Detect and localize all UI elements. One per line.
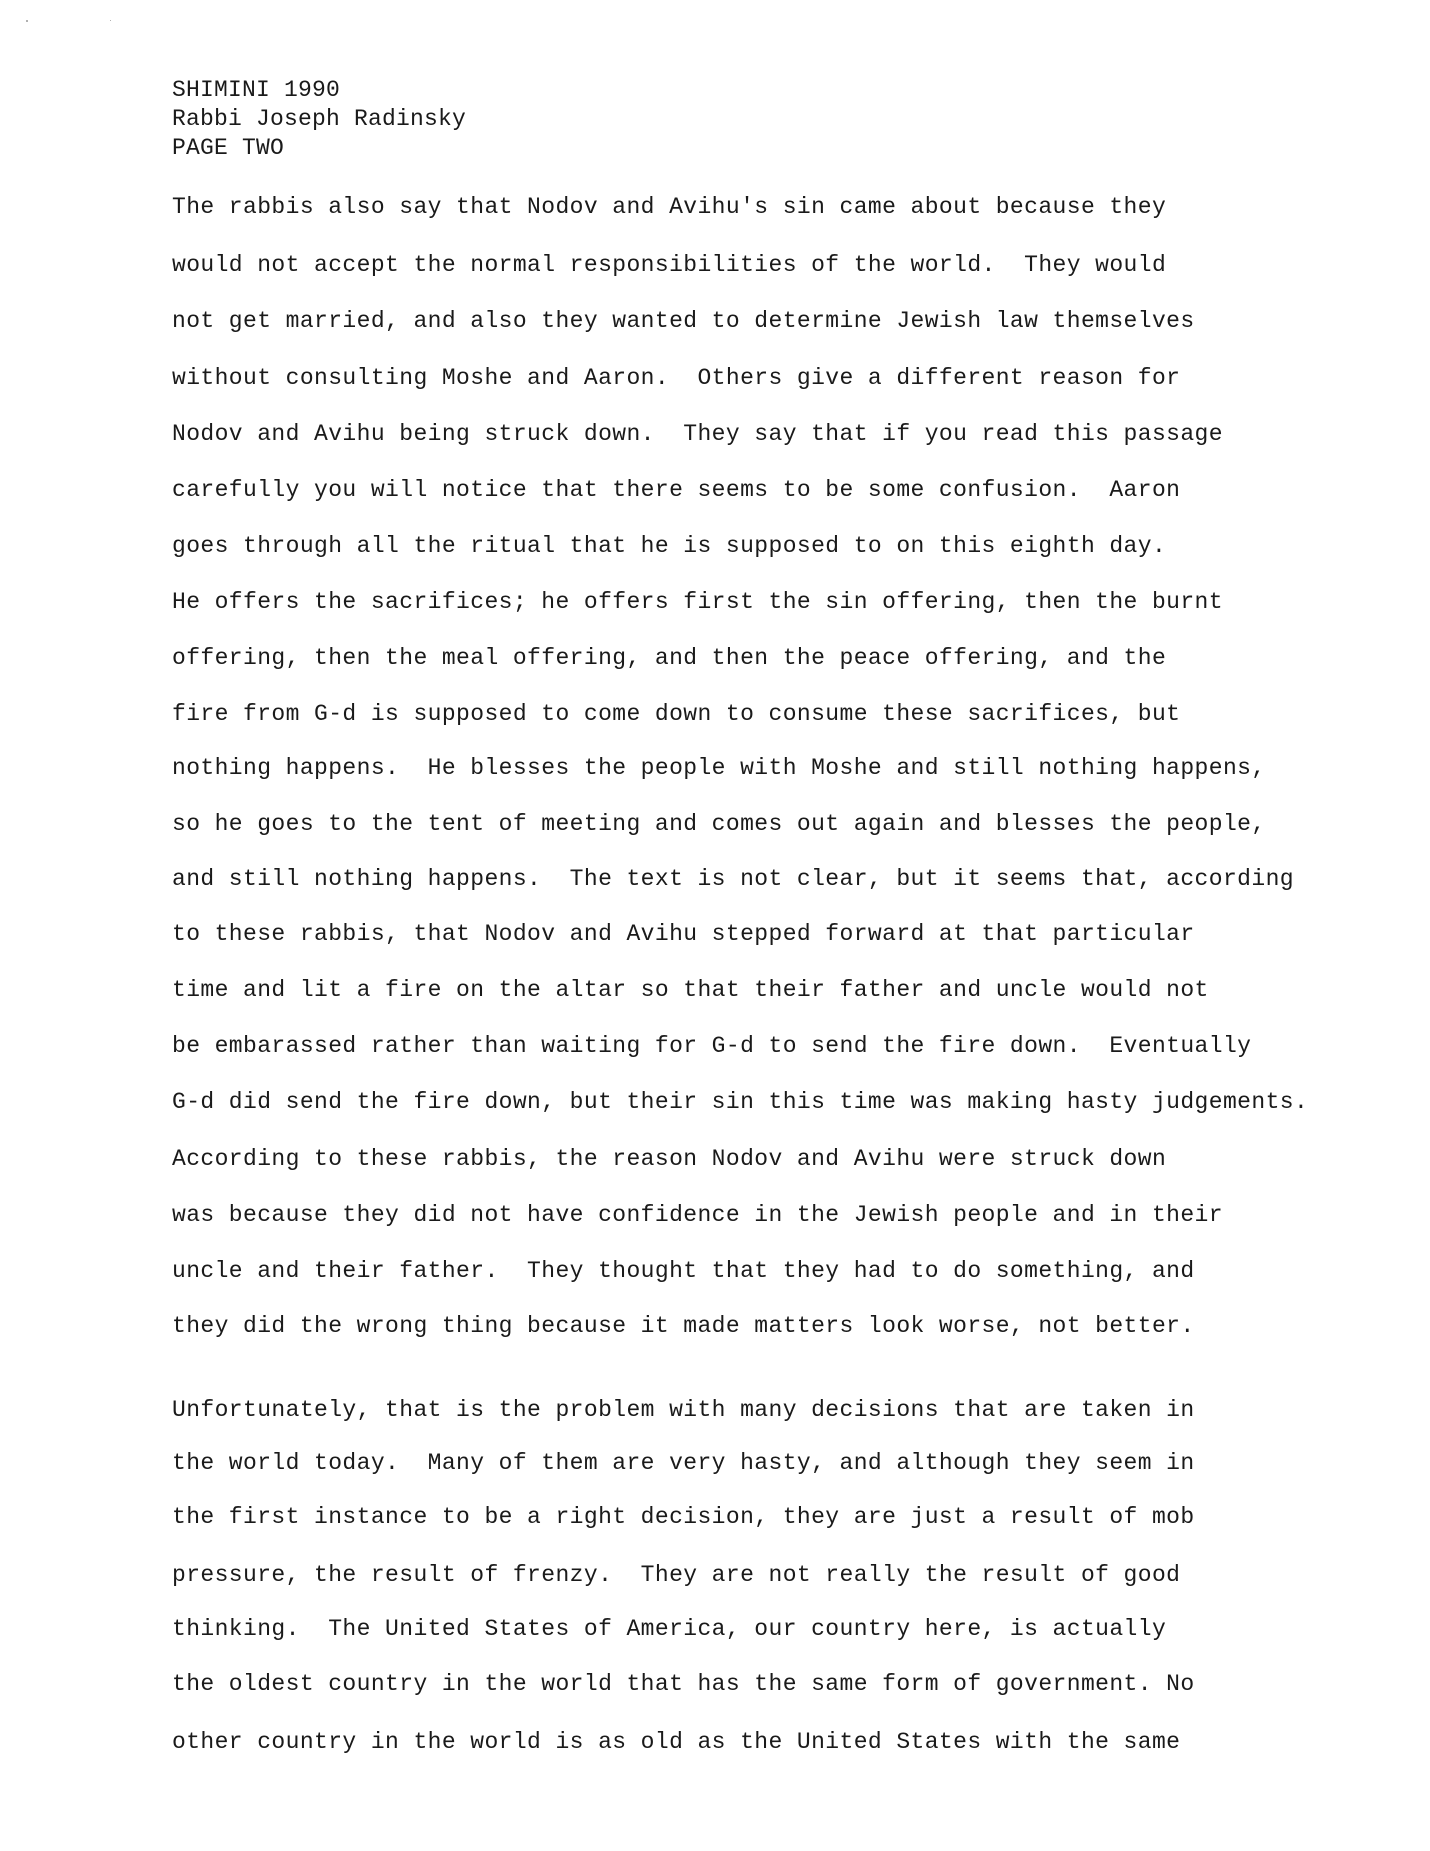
paragraph-1-line: fire from G-d is supposed to come down to consume these sacrifices, but	[172, 701, 1181, 727]
paragraph-1-line: would not accept the normal responsibilities of the world. They would	[172, 252, 1167, 278]
paragraph-1-line: offering, then the meal offering, and then the peace offering, and the	[172, 645, 1167, 671]
paragraph-2-line: the world today. Many of them are very hasty, and although they seem in	[172, 1450, 1195, 1476]
paragraph-1-line: goes through all the ritual that he is supposed to on this eighth day.	[172, 533, 1167, 559]
paragraph-1-line: Nodov and Avihu being struck down. They say that if you read this passage	[172, 421, 1223, 447]
paragraph-1-line: so he goes to the tent of meeting and comes out again and blesses the people,	[172, 811, 1266, 837]
paragraph-1-line: was because they did not have confidence in the Jewish people and in their	[172, 1202, 1223, 1228]
paragraph-2-line: thinking. The United States of America, our country here, is actually	[172, 1616, 1167, 1642]
scan-speck	[26, 20, 28, 22]
paragraph-1-line: According to these rabbis, the reason Nodov and Avihu were struck down	[172, 1146, 1167, 1172]
header-author: Rabbi Joseph Radinsky	[172, 106, 467, 132]
paragraph-1-line: The rabbis also say that Nodov and Avihu's sin came about because they	[172, 194, 1167, 220]
scan-speck	[110, 20, 111, 21]
paragraph-1-line: they did the wrong thing because it made matters look worse, not better.	[172, 1313, 1195, 1339]
paragraph-2-line: the oldest country in the world that has the same form of government. No	[172, 1671, 1195, 1697]
paragraph-1-line: carefully you will notice that there seems to be some confusion. Aaron	[172, 477, 1181, 503]
paragraph-2-line: pressure, the result of frenzy. They are not really the result of good	[172, 1562, 1181, 1588]
paragraph-1-line: and still nothing happens. The text is not clear, but it seems that, according	[172, 866, 1294, 892]
document-header	[172, 76, 466, 163]
paragraph-1-line: G-d did send the fire down, but their sin this time was making hasty judgements.	[172, 1089, 1309, 1115]
paragraph-1-line: to these rabbis, that Nodov and Avihu stepped forward at that particular	[172, 921, 1195, 947]
paragraph-1-line: uncle and their father. They thought that they had to do something, and	[172, 1258, 1195, 1284]
paragraph-1-line: nothing happens. He blesses the people with Moshe and still nothing happens,	[172, 755, 1266, 781]
paragraph-1-line: He offers the sacrifices; he offers first the sin offering, then the burnt	[172, 589, 1223, 615]
paragraph-2-line: Unfortunately, that is the problem with many decisions that are taken in	[172, 1397, 1195, 1423]
paragraph-1-line: be embarassed rather than waiting for G-d to send the fire down. Eventually	[172, 1033, 1252, 1059]
paragraph-1-line: time and lit a fire on the altar so that their father and uncle would not	[172, 977, 1209, 1003]
paragraph-1-line: not get married, and also they wanted to determine Jewish law themselves	[172, 308, 1195, 334]
paragraph-2-line: other country in the world is as old as the United States with the same	[172, 1729, 1181, 1755]
header-title: SHIMINI 1990	[172, 77, 341, 103]
paragraph-1-line: without consulting Moshe and Aaron. Others give a different reason for	[172, 365, 1181, 391]
paragraph-2-line: the first instance to be a right decision, they are just a result of mob	[172, 1504, 1195, 1530]
header-page-label: PAGE TWO	[172, 135, 285, 161]
